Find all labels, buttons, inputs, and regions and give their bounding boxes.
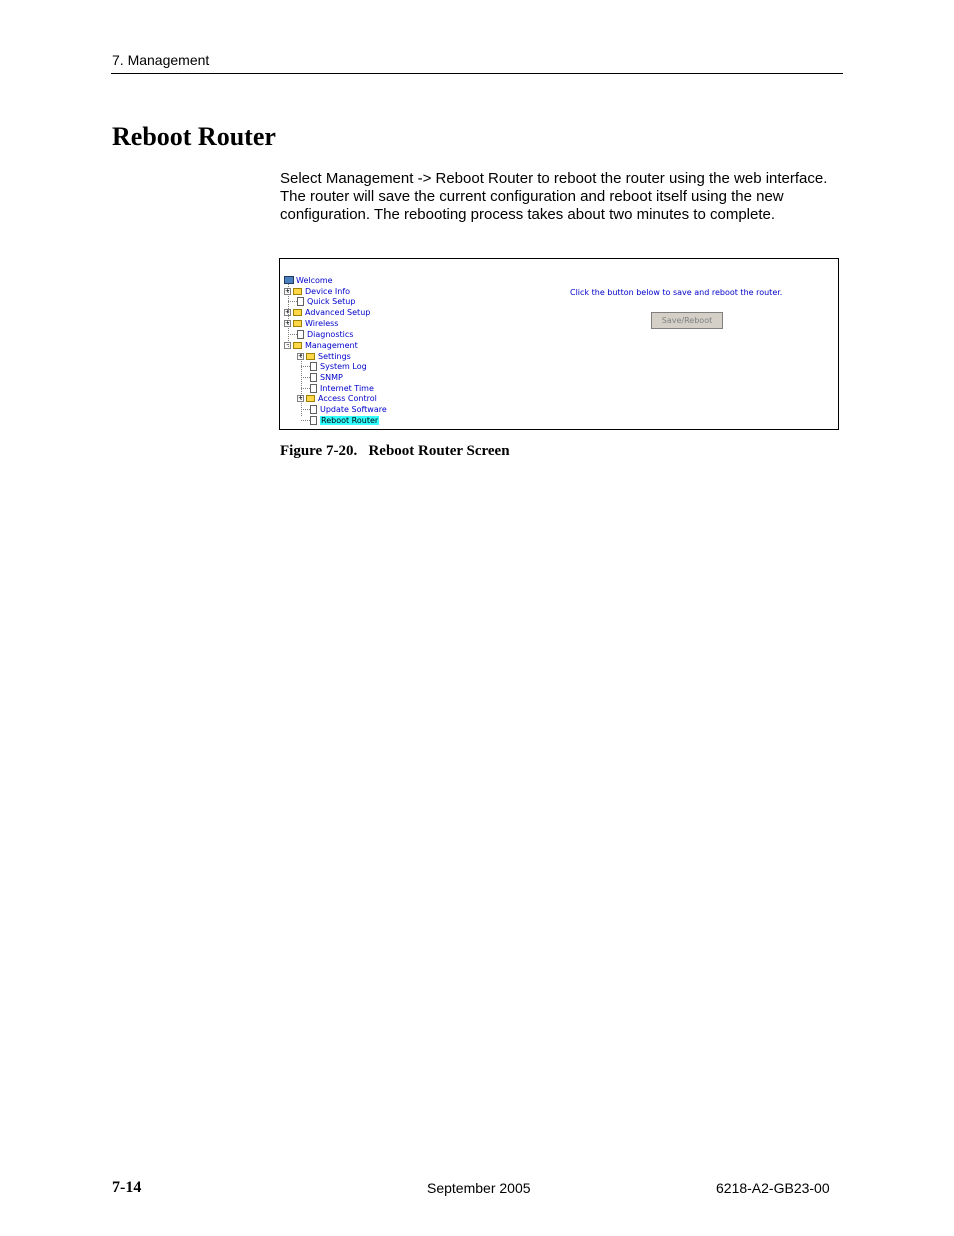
folder-icon	[293, 288, 302, 295]
tree-item-label: Access Control	[318, 393, 377, 403]
folder-icon	[293, 309, 302, 316]
tree-item-welcome[interactable]	[284, 275, 333, 285]
tree-item-label: Device Info	[305, 286, 351, 296]
expand-icon[interactable]: +	[285, 286, 290, 295]
page-number: 7-14	[112, 1179, 142, 1196]
running-header: 7. Management	[112, 52, 210, 68]
tree-item-device-info[interactable]	[284, 286, 350, 296]
page-icon	[310, 362, 317, 371]
page-icon	[310, 384, 317, 393]
tree-item-management[interactable]	[284, 340, 358, 350]
section-title: Reboot Router	[112, 122, 276, 151]
tree-item-label: Welcome	[296, 275, 333, 285]
collapse-icon[interactable]: -	[285, 340, 290, 349]
tree-item-label: System Log	[320, 361, 367, 371]
tree-item-settings[interactable]	[297, 351, 351, 361]
tree-item-snmp[interactable]	[301, 372, 343, 382]
tree-item-label: Settings	[318, 351, 351, 361]
folder-icon	[293, 320, 302, 327]
document-id: 6218-A2-GB23-00	[716, 1180, 830, 1196]
tree-item-internet-time[interactable]	[301, 383, 374, 393]
page-icon	[310, 373, 317, 382]
tree-item-label: SNMP	[320, 372, 343, 382]
tree-item-access-control[interactable]	[297, 393, 377, 403]
section-body: Select Management -> Reboot Router to reboot the router using the web interface. The router will save the current configuration and reboot itself using the new configuration. The rebooting process takes about two minutes to complete.	[280, 170, 828, 223]
tree-item-label: Update Software	[320, 404, 387, 414]
tree-item-label: Advanced Setup	[305, 307, 371, 317]
figure-caption: Figure 7-20. Reboot Router Screen	[280, 443, 510, 459]
reboot-instructions: Click the button below to save and reboot the router.	[570, 288, 783, 297]
expand-icon[interactable]: +	[285, 307, 290, 316]
expand-icon[interactable]: +	[298, 393, 303, 402]
tree-item-wireless[interactable]	[284, 318, 338, 328]
tree-item-update-software[interactable]	[301, 404, 387, 414]
expand-icon[interactable]: +	[285, 318, 290, 327]
expand-icon[interactable]: +	[298, 351, 303, 360]
tree-item-label: Diagnostics	[307, 329, 354, 339]
tree-item-label: Quick Setup	[307, 296, 356, 306]
tree-item-system-log[interactable]	[301, 361, 367, 371]
tree-connector	[301, 377, 310, 378]
save-reboot-button[interactable]: Save/Reboot	[651, 312, 723, 329]
tree-connector	[301, 420, 310, 421]
tree-item-quick-setup[interactable]	[288, 296, 355, 306]
tree-item-advanced-setup[interactable]	[284, 307, 370, 317]
page-icon	[297, 297, 304, 306]
tree-connector	[301, 366, 310, 367]
tree-item-label: Management	[305, 340, 358, 350]
tree-connector	[301, 409, 310, 410]
tree-connector	[301, 388, 310, 389]
monitor-icon	[284, 276, 294, 284]
tree-item-diagnostics[interactable]	[288, 329, 353, 339]
reboot-router-screenshot	[279, 258, 839, 430]
header-rule	[111, 73, 843, 74]
tree-connector	[288, 301, 297, 302]
tree-item-label: Wireless	[305, 318, 339, 328]
page-icon	[310, 416, 317, 425]
tree-item-label-selected: Reboot Router	[321, 415, 379, 425]
folder-icon	[306, 395, 315, 402]
tree-item-label: Internet Time	[320, 383, 374, 393]
folder-icon	[306, 353, 315, 360]
page-icon	[297, 330, 304, 339]
open-folder-icon	[293, 342, 302, 349]
page-icon	[310, 405, 317, 414]
tree-connector	[288, 334, 297, 335]
tree-item-reboot-router[interactable]	[301, 415, 379, 425]
footer-date: September 2005	[427, 1180, 531, 1196]
